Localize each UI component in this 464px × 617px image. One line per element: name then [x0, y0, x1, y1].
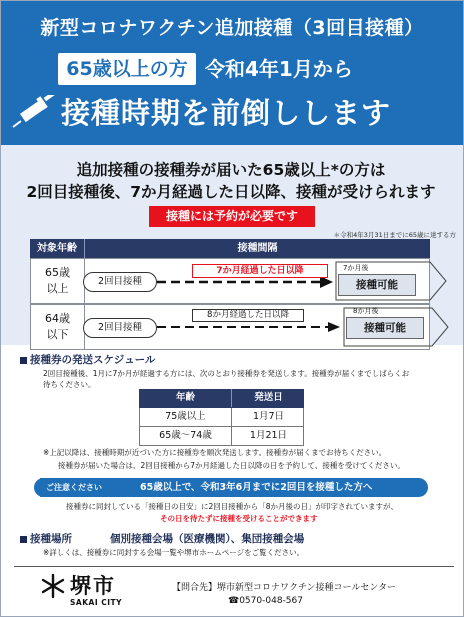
voucher-note-2: 接種券が届いた場合は、2回目接種から7か月経過した日以降の日を予約して、接種を受けてください。 [58, 461, 405, 470]
interval-label-8m: 8か月経過した日以降 [192, 309, 304, 322]
age-line-1: 64歳 [45, 312, 70, 325]
age-line-1: 65歳 [45, 266, 70, 279]
place-heading-text: 接種場所 [30, 533, 72, 545]
lead-line-2: 2回目接種後、7か月経過した日以降、接種が受けられます [26, 183, 436, 201]
voucher-heading-text: 接種券の発送スケジュール [30, 354, 156, 366]
voucher-text: 2回目接種後、1月に7か月が経過する方には、次のとおり接種券を発送します。接種券が届くまでしばらくお待ちください。 [43, 369, 410, 389]
logo-text-en: SAKAI CITY [70, 598, 123, 607]
eligible-box: 接種可能 [346, 317, 424, 339]
square-bullet-icon [20, 357, 27, 364]
age-line-2: 以上 [46, 282, 69, 295]
square-bullet-icon [20, 536, 27, 543]
table-header-row [139, 389, 304, 408]
arrow-head [328, 322, 340, 332]
col-interval: 接種間隔 [84, 239, 430, 258]
logo-text-jp: 堺市 [70, 574, 116, 598]
headline: 接種時期を前倒しします [61, 96, 392, 130]
date-cell: 1月7日 [252, 411, 285, 422]
header-title: 新型コロナワクチン追加接種（3回目接種） [40, 17, 424, 39]
age-cell: 65歳～74歳 [140, 427, 232, 445]
voucher-heading [20, 352, 155, 367]
table-row [139, 427, 304, 446]
sakai-city-emblem-icon [40, 573, 66, 599]
place-note: ※詳しくは、接種券に同封する会場一覧や堺市ホームページをご覧ください。 [43, 548, 305, 557]
age-line-2: 以下 [46, 328, 69, 341]
date-cell: 1月21日 [249, 430, 288, 441]
age-cell: 75歳以上 [140, 408, 232, 426]
contact-center: 【問合先】堺市新型コロナワクチン接種コールセンター [172, 583, 397, 593]
col-age: 年齢 [140, 389, 232, 407]
month-label-8: 8か月後 [353, 307, 379, 315]
eligible-box: 接種可能 [338, 274, 416, 296]
caution-line-2: その日を待たずに接種を受けることができます [160, 514, 318, 523]
voucher-note-1: ※上記以降は、接種時期が近づいた方に接種券を順次発送します。接種券が届くまでお待ちください。 [43, 448, 387, 457]
age-footnote: ＊令和4年3月31日までに65歳に達する方 [333, 231, 456, 239]
place-text: 個別接種会場（医療機関）、集団接種会場 [110, 533, 305, 545]
start-date-text: 令和4年1月から [205, 57, 353, 81]
table-row [139, 408, 304, 427]
reservation-required-badge: 接種には予約が必要です [149, 206, 315, 227]
age-badge: 65歳以上の方 [58, 53, 196, 85]
place-heading [20, 531, 72, 546]
col-target-age: 対象年齢 [37, 243, 77, 254]
caution-line-1: 接種券に同封している「接種日の目安」に2回目接種から「8か月後の日」が印字されていますが、 [66, 502, 399, 511]
voucher-schedule-table [139, 389, 304, 446]
second-dose-pill: 2回目接種 [83, 272, 157, 292]
contact-phone: ☎0570-048-567 [228, 596, 303, 606]
interval-label-7m: 7か月経過した日以降 [192, 264, 328, 278]
lead-line-1: 追加接種の接種券が届いた65歳以上*の方は [76, 161, 386, 179]
col-date: 発送日 [254, 392, 283, 403]
month-label-7: 7か月後 [343, 264, 369, 272]
caution-tag: ご注意ください [40, 478, 108, 497]
caution-text: 65歳以上で、令和3年6月までに2回目を接種した方へ [140, 482, 373, 493]
footer-divider [14, 566, 454, 567]
second-dose-pill: 2回目接種 [83, 318, 157, 338]
